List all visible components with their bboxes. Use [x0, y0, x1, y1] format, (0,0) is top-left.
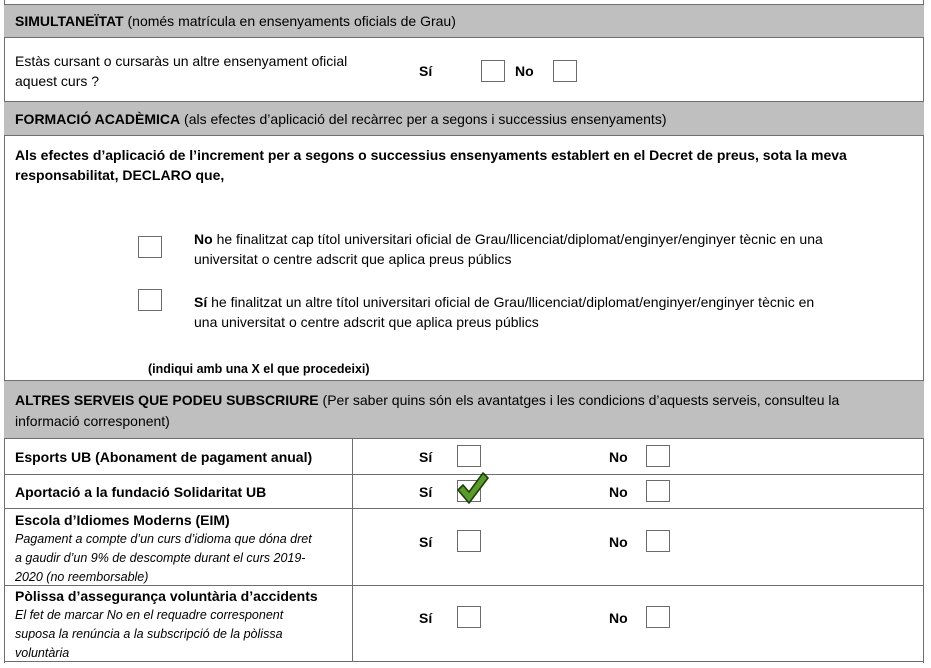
description-line: voluntària	[15, 646, 70, 660]
service-title: Aportació a la fundació Solidaritat UB	[15, 484, 267, 500]
section-title: SIMULTANEÏTAT	[15, 13, 124, 29]
service-description	[15, 606, 283, 663]
service-description	[15, 530, 312, 587]
description-line: Pagament a compte d’un curs d’idioma que dóna dret	[15, 532, 312, 546]
option-line: he finalitzat cap títol universitari oficial de Grau/llicenciat/diplomat/enginyer/enginyer tècnic en una	[216, 231, 823, 247]
question-line: Estàs cursant o cursaràs un altre ensenyament oficial	[15, 53, 348, 69]
row-divider	[4, 508, 924, 509]
solidaritat-no-checkbox[interactable]	[646, 480, 670, 502]
eim-yes-checkbox[interactable]	[457, 530, 481, 552]
section-subtitle: (només matrícula en ensenyaments oficials de Grau)	[127, 13, 456, 29]
section-header-altres	[4, 380, 924, 439]
option-line: universitat o centre adscrit que aplica preus públics	[194, 251, 512, 267]
eim-no-checkbox[interactable]	[646, 530, 670, 552]
section-subtitle: (als efectes d’aplicació del recàrrec per a segons i successius ensenyaments)	[184, 111, 667, 127]
polissa-no-checkbox[interactable]	[646, 606, 670, 628]
option-line: una universitat o centre adscrit que aplica preus públics	[194, 314, 539, 330]
description-line: suposa la renúncia a la subscripció de la pòlissa	[15, 627, 283, 641]
section-title: ALTRES SERVEIS QUE PODEU SUBSCRIURE	[15, 392, 319, 408]
no-label: No	[609, 449, 628, 465]
simultaneitat-no-checkbox[interactable]	[553, 60, 577, 82]
instruction-note: (indiqui amb una X el que procedeixi)	[148, 362, 370, 376]
yes-label: Sí	[419, 63, 433, 79]
esports-no-checkbox[interactable]	[646, 445, 670, 467]
no-label: No	[609, 610, 628, 626]
checkmark-icon	[455, 470, 489, 506]
column-divider	[352, 439, 353, 662]
no-label: No	[515, 63, 534, 79]
yes-label: Sí	[419, 610, 433, 626]
service-title: Pòlissa d’assegurança voluntària d’accidents	[15, 588, 318, 604]
no-label: No	[609, 534, 628, 550]
formacio-no-checkbox[interactable]	[138, 236, 162, 258]
option-keyword: Sí	[194, 294, 208, 310]
yes-label: Sí	[419, 484, 433, 500]
section-subtitle: informació corresponent)	[15, 413, 170, 429]
simultaneitat-yes-checkbox[interactable]	[481, 60, 505, 82]
option-no-text	[194, 229, 823, 269]
section-header-formacio	[4, 101, 924, 136]
description-line: a gaudir d’un 9% de descompte durant el curs 2019-	[15, 551, 306, 565]
simultaneitat-question	[15, 51, 347, 91]
section-header-simultaneitat	[4, 4, 924, 38]
section-title: FORMACIÓ ACADÈMICA	[15, 111, 181, 127]
yes-label: Sí	[419, 534, 433, 550]
esports-yes-checkbox[interactable]	[457, 445, 481, 467]
declaration-line: responsabilitat, DECLARO que,	[15, 167, 225, 183]
formacio-si-checkbox[interactable]	[138, 289, 162, 311]
question-line: aquest curs ?	[15, 73, 100, 89]
option-si-text	[194, 292, 814, 332]
option-keyword: No	[194, 231, 213, 247]
service-title: Esports UB (Abonament de pagament anual)	[15, 449, 313, 465]
option-line: he finalitzat un altre títol universitari oficial de Grau/llicenciat/diplomat/enginyer/enginyer tècnic en	[211, 294, 815, 310]
no-label: No	[609, 484, 628, 500]
description-line: 2020 (no reemborsable)	[15, 570, 149, 584]
description-line: El fet de marcar No en el requadre corresponent	[15, 608, 284, 622]
yes-label: Sí	[419, 449, 433, 465]
declaration-text	[15, 145, 847, 185]
section-subtitle: (Per saber quins són els avantatges i les condicions d’aquests serveis, consulteu la	[322, 392, 840, 408]
polissa-yes-checkbox[interactable]	[457, 606, 481, 628]
service-title: Escola d’Idiomes Moderns (EIM)	[15, 512, 230, 528]
declaration-line: Als efectes d’aplicació de l’increment per a segons o successius ensenyaments establert en el Decret de preus, sota la meva	[15, 147, 847, 163]
